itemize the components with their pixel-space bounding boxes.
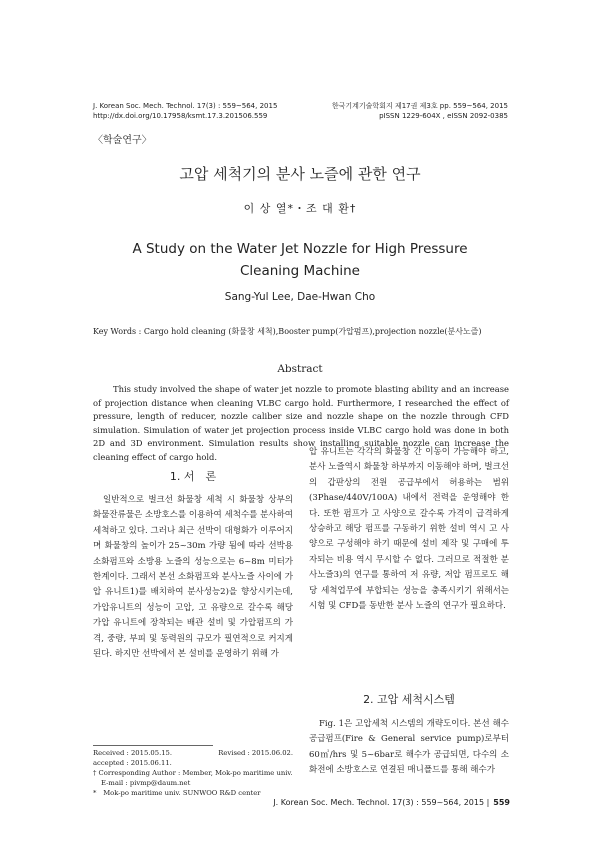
affiliation: * Mok-po maritime univ. SUNWOO R&D center [93,789,261,797]
page-footer [273,798,510,807]
title-korean: 고압 세척기의 분사 노즐에 관한 연구 [179,165,421,183]
doi-link[interactable]: http://dx.doi.org/10.17958/ksmt.17.3.201506.559 [93,112,268,120]
dates-row [93,748,293,758]
accepted-date: accepted : 2015.06.11. [93,759,172,767]
journal-citation [93,101,277,121]
abstract-body: This study involved the shape of water jet nozzle to promote blasting ability and an increase of projection distance when cleaning VLBC cargo hold. Furthermore, I researched the effect of pressure, length of reducer, nozzle caliber size and nozzle shape on the nozzle through CFD simulation. Simulation of water jet projection process inside VLBC cargo hold was done in both 2D and 3D environment. Simulation results show installing suitable nozzle can increase the cleaning effect of cargo hold. [93,384,509,462]
system-paragraph: Fig. 1은 고압세척 시스템의 개략도이다. 본선 해수공급펌프(Fire & General service pump)로부터 60㎥/hrs 및 5~6bar로 해수가 공급되면, 다수의 소화전에 소방호스로 연결된 매니폴드를 통해 해수가 [309,719,509,776]
issn-line: pISSN 1229-604X , eISSN 2092-0385 [379,112,508,120]
authors-english: Sang-Yul Lee, Dae-Hwan Cho [224,291,376,303]
abstract-heading: Abstract [277,363,323,375]
journal-info-ko [332,101,508,121]
footnotes [93,748,293,798]
section-heading-introduction: 1. 서 론 [169,470,217,483]
journal-info-line: 한국기계기술학회지 제17권 제3호 pp. 559~564, 2015 [331,102,508,110]
author-email: E-mail : pivmp@daum.net [101,779,191,787]
introduction-paragraph: 일반적으로 벌크선 화물창 세척 시 화물창 상부의 화물잔류물은 소방호스를 이용하여 세척수를 분사하여 세척하고 있다. 그러나 최근 선박이 대형화가 이루어지며 화물창의 높이가 25~30m 가량 됨에 따라 선박용 소화펌프와 소방용 노즐의 성능으로는 6~8m 미터가 한계이다. 그래서 본선 소화펌프와 분사노즐 사이에 가압 유니트1)를 배치하여 분사성능2)을 향상시키는데, 가압유니트의 성능이 고압, 고 유량으로 갈수록 해당 가압 유니트에 장착되는 배관 설비 및 가압펌프의 가격, 중량, 부피 및 동력원의 규모가 필연적으로 커지게 된다. 하지만 선박에서 본 설비를 운영하기 위해 가 [93,495,293,660]
footnote-divider [93,745,213,746]
introduction-paragraph-continued: 압 유니트는 각각의 화물창 간 이동이 가능해야 하고, 분사 노즐역시 화물창 하부까지 이동해야 하며, 벌크선의 갑판상의 전원 공급부에서 허용하는 범위(3Phase/440V/100A) 내에서 전력을 운영해야 한다. 또한 펌프가 고 사양으로 갈수록 가격이 급격하게 상승하고 해당 펌프를 구동하기 위한 설비 역시 고 사양으로 구성해야 하기 때문에 설비 제작 및 구매에 투자되는 비용 역시 무시할 수 없다. 그러므로 적절한 분사노즐3)의 연구를 통하여 저 유량, 저압 펌프로도 해당 세척업무에 부합되는 성능을 충족시키기 위해서는 시험 및 CFD를 동반한 분사 노즐의 연구가 필요하다. [309,447,509,612]
page-number: 559 [493,798,510,807]
footer-citation: J. Korean Soc. Mech. Technol. 17(3) : 559~564, 2015 | [273,798,490,807]
citation-line: J. Korean Soc. Mech. Technol. 17(3) : 559~564, 2015 [93,102,278,110]
authors-korean: 이 상 열*・조 대 환† [243,202,357,215]
received-date: Received : 2015.05.15. [93,749,173,757]
article-category: 〈학술연구〉 [93,135,152,146]
keywords: Key Words : Cargo hold cleaning (화물창 세척),Booster pump(가압펌프),projection nozzle(분사노즐) [93,327,482,336]
title-english [120,238,480,282]
corresponding-author: † Corresponding Author : Member, Mok-po maritime univ. [93,769,293,777]
title-english-line: A Study on the Water Jet Nozzle for High Pressure [132,241,468,257]
revised-date: Revised : 2015.06.02. [218,749,293,757]
title-english-line: Cleaning Machine [240,263,360,279]
section-heading-system: 2. 고압 세척시스템 [363,693,455,706]
